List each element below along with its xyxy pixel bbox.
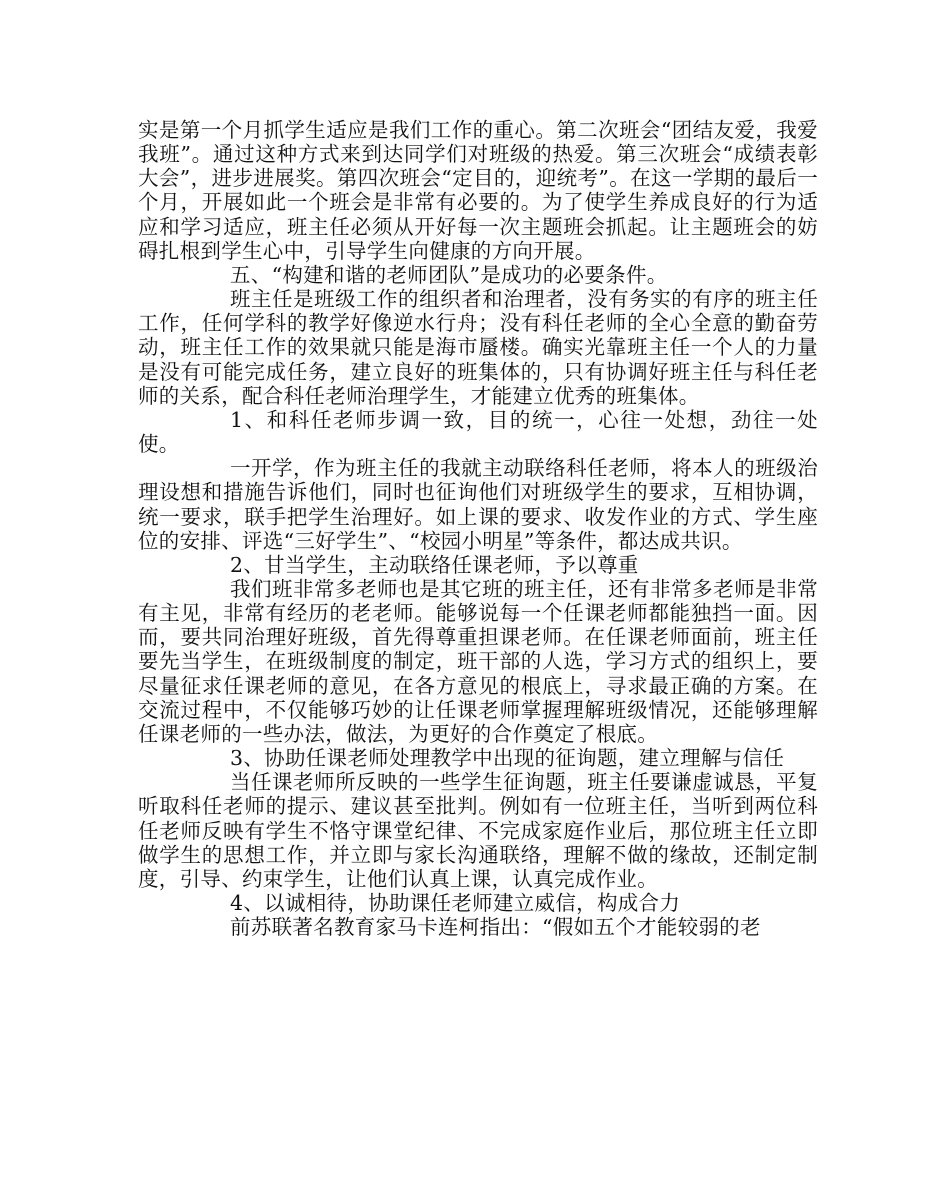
paragraph-respect-teachers: 我们班非常多老师也是其它班的班主任，还有非常多老师是非常有主见，非常有经历的老老师。能够说每一个任课老师都能独挡一面。因而，要共同治理好班级，首先得尊重担课老师。在任课老师面前，班主任要先当学生，在班级制度的制定，班干部的人选，学习方式的组织上，要尽量征求任课老师的意见，在各方意见的根底上，寻求最正确的方案。在交流过程中，不仅能够巧妙的让任课老师掌握理解班级情况，还能够理解任课老师的一些办法，做法，为更好的合作奠定了根底。: [138, 576, 818, 746]
subheading-4: 4、以诚相待，协助课任老师建立威信，构成合力: [230, 891, 681, 915]
paragraph-makarenko-quote: 前苏联著名教育家马卡连柯指出：“假如五个才能较弱的老: [230, 915, 761, 940]
document-body: [138, 118, 818, 939]
paragraph-head-teacher-role: 班主任是班级工作的组织者和治理者，没有务实的有序的班主任工作，任何学科的教学好像逆水行舟；没有科任老师的全心全意的勤奋劳动，班主任工作的效果就只能是海市蜃楼。确实光靠班主任一个人的力量是没有可能完成任务，建立良好的班集体的，只有协调好班主任与科任老师的关系，配合科任老师治理学生，才能建立优秀的班集体。: [138, 287, 818, 408]
paragraph-class-meetings: 实是第一个月抓学生适应是我们工作的重心。第二次班会“团结友爱，我爱我班”。通过这种方式来到达同学们对班级的热爱。第三次班会“成绩表彰大会”，进步进展奖。第四次班会“定目的，迎统考”。在这一学期的最后一个月，开展如此一个班会是非常有必要的。为了使学生养成良好的行为适应和学习适应，班主任必须从开好每一次主题班会抓起。让主题班会的妨碍扎根到学生心中，引导学生向健康的方向开展。: [138, 118, 818, 263]
paragraph-handle-problems: 当任课老师所反映的一些学生征询题，班主任要谦虚诚恳，平复听取科任老师的提示、建议甚至批判。例如有一位班主任，当听到两位科任老师反映有学生不恪守课堂纪律、不完成家庭作业后，那位班主任立即做学生的思想工作，并立即与家长沟通联络，理解不做的缘故，还制定制度，引导、约束学生，让他们认真上课，认真完成作业。: [138, 770, 818, 891]
paragraph-start-of-term: 一开学，作为班主任的我就主动联络科任老师，将本人的班级治理设想和措施告诉他们，同时也征询他们对班级学生的要求，互相协调，统一要求，联手把学生治理好。如上课的要求、收发作业的方式、学生座位的安排、评选“三好学生”、“校园小明星”等条件，都达成共识。: [138, 456, 818, 553]
subheading-1: 1、和科任老师步调一致，目的统一，心往一处想，劲往一处使。: [138, 407, 818, 457]
subheading-3: 3、协助任课老师处理教学中出现的征询题，建立理解与信任: [230, 746, 785, 771]
subheading-2: 2、甘当学生，主动联络任课老师，予以尊重: [230, 552, 639, 577]
section-heading-teacher-team: 五、“构建和谐的老师团队”是成功的必要条件。: [230, 262, 668, 287]
